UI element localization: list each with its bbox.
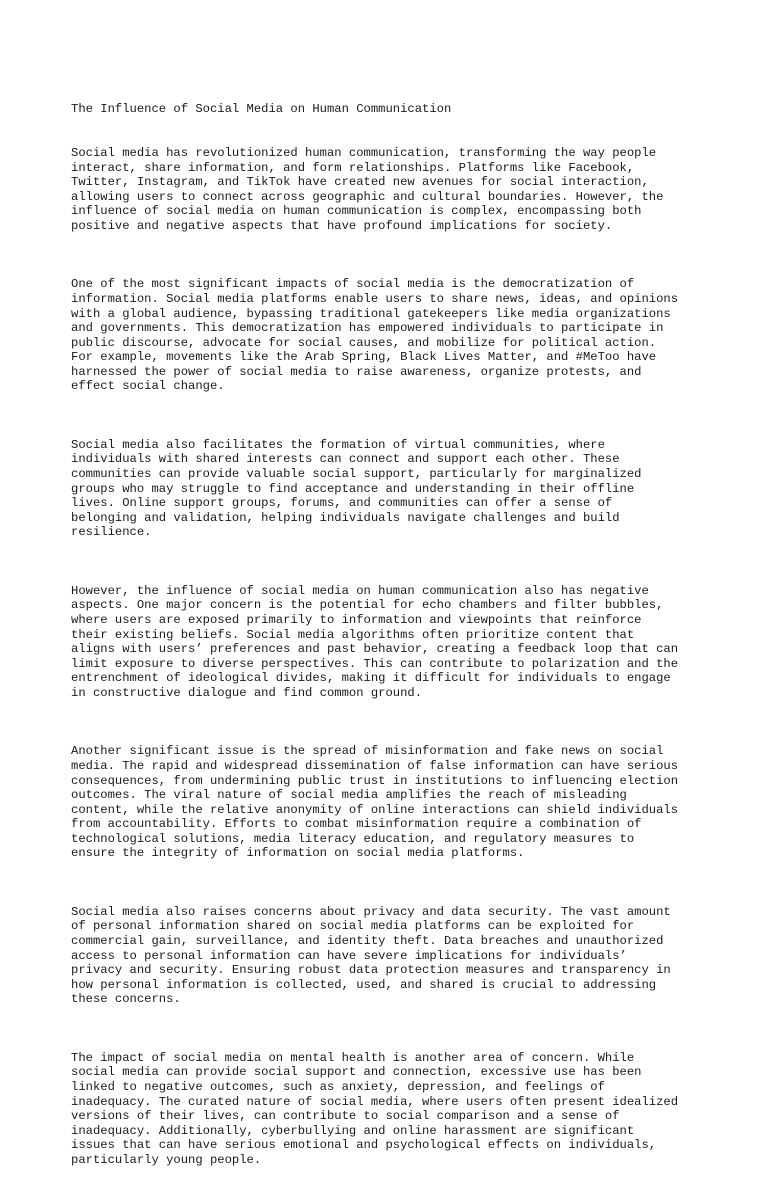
paragraph-1: Social media has revolutionized human communication, transforming the way people interact, share information, and form relationships. Platforms like Facebook, Twitter, Instagram, and TikTok have created new avenues for social interaction, allowing users to connect across geographic and cultural boundaries. However, the influence of social media on human communication is complex, encompassing both positive and negative aspects that have profound implications for society.	[71, 145, 664, 233]
paragraph-7: The impact of social media on mental health is another area of concern. While social media can provide social support and connection, excessive use has been linked to negative outcomes, such as anxiety, depression, and feelings of inadequacy. The curated nature of social media, where users often present idealized versions of their lives, can contribute to social comparison and a sense of inadequacy. Additionally, cyberbullying and online harassment are significant issues that can have serious emotional and psychological effects on individuals, particularly young people.	[71, 1050, 679, 1167]
paragraph-4: However, the influence of social media on human communication also has negative aspects. One major concern is the potential for echo chambers and filter bubbles, where users are exposed primarily to information and viewpoints that reinforce their existing beliefs. Social media algorithms often prioritize content that aligns with users’ preferences and past behavior, creating a feedback loop that can limit exposure to diverse perspectives. This can contribute to polarization and the entrenchment of ideological divides, making it difficult for individuals to engage in constructive dialogue and find common ground.	[71, 583, 679, 700]
paragraph-6: Social media also raises concerns about privacy and data security. The vast amount of personal information shared on social media platforms can be exploited for commercial gain, surveillance, and identity theft. Data breaches and unauthorized access to personal information can have severe implications for individuals’ privacy and security. Ensuring robust data protection measures and transparency in how personal information is collected, used, and shared is crucial to addressing these concerns.	[71, 904, 671, 1007]
paragraph-2: One of the most significant impacts of social media is the democratization of information. Social media platforms enable users to share news, ideas, and opinions with a global audience, bypassing traditional gatekeepers like media organizations and governments. This democratization has empowered individuals to participate in public discourse, advocate for social causes, and mobilize for political action. For example, movements like the Arab Spring, Black Lives Matter, and #MeToo have harnessed the power of social media to raise awareness, organize protests, and effect social change.	[71, 277, 679, 394]
paragraph-3: Social media also facilitates the formation of virtual communities, where individuals with shared interests can connect and support each other. These communities can provide valuable social support, particularly for marginalized groups who may struggle to find acceptance and understanding in their offline lives. Online support groups, forums, and communities can offer a sense of belonging and validation, helping individuals navigate challenges and build resilience.	[71, 437, 642, 540]
document-page	[71, 73, 711, 1197]
paragraph-5: Another significant issue is the spread of misinformation and fake news on social media. The rapid and widespread dissemination of false information can have serious consequences, from undermining public trust in institutions to influencing election outcomes. The viral nature of social media amplifies the reach of misleading content, while the relative anonymity of online interactions can shield individuals from accountability. Efforts to combat misinformation require a combination of technological solutions, media literacy education, and regulatory measures to ensure the integrity of information on social media platforms.	[71, 744, 679, 861]
document-title: The Influence of Social Media on Human Communication	[71, 102, 452, 117]
